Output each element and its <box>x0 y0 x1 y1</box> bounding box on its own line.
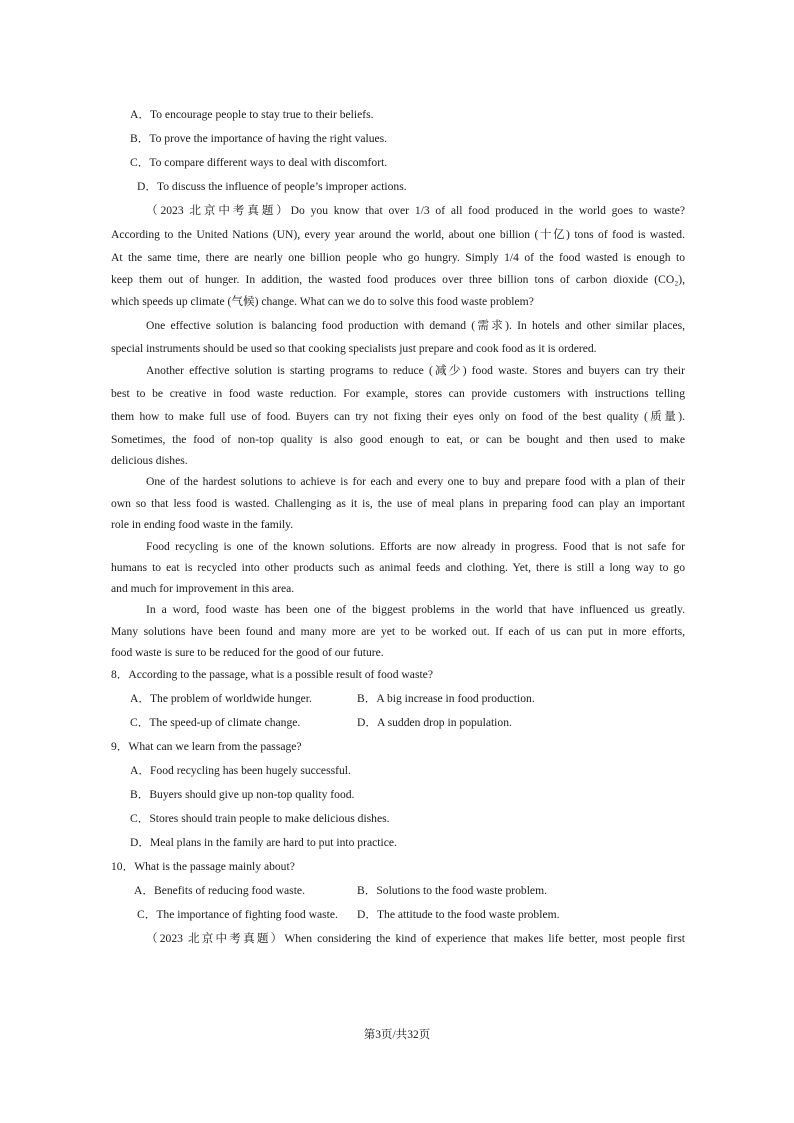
q9-option-c: C．Stores should train people to make delicious dishes. <box>130 812 390 825</box>
passage-line: One effective solution is balancing food production with demand (需求). In hotels and other similar places, <box>146 319 685 332</box>
passage-line: own so that less food is wasted. Challenging as it is, the use of meal plans in preparing food can play an important <box>111 497 685 510</box>
q8-option-b: B．A big increase in food production. <box>357 692 535 705</box>
passage-line: and much for improvement in this area. <box>111 582 295 595</box>
q10-option-d: D．The attitude to the food waste problem. <box>357 908 560 921</box>
q10-option-c: C．The importance of fighting food waste. <box>137 908 338 921</box>
page-number-footer: 第3页/共32页 <box>363 1029 431 1041</box>
passage-line: According to the United Nations (UN), every year around the world, about one billion (十亿) tons of food is wasted. <box>111 228 685 241</box>
q10-option-a: A．Benefits of reducing food waste. <box>134 884 305 897</box>
q8-option-c: C．The speed-up of climate change. <box>130 716 301 729</box>
passage-line: One of the hardest solutions to achieve is for each and every one to buy and prepare food with a plan of their <box>146 475 685 488</box>
passage-line: （2023 北京中考真题）Do you know that over 1/3 of all food produced in the world goes to waste? <box>146 204 685 217</box>
q9-option-b: B．Buyers should give up non-top quality food. <box>130 788 355 801</box>
question-8-stem: 8．According to the passage, what is a possible result of food waste? <box>111 668 433 681</box>
passage-line: Food recycling is one of the known solutions. Efforts are now already in progress. Food that is not safe for <box>146 540 685 553</box>
passage-line: them how to make full use of food. Buyers can try not fixing their eyes only on food of the best quality (质量). <box>111 410 685 423</box>
q9-option-a: A．Food recycling has been hugely successful. <box>130 764 351 777</box>
prev-option-c: C．To compare different ways to deal with discomfort. <box>130 156 388 169</box>
passage-line: At the same time, there are nearly one billion people who go hungry. Simply 1/4 of the food wasted is enough to <box>111 251 685 264</box>
q9-option-d: D．Meal plans in the family are hard to put into practice. <box>130 836 397 849</box>
prev-option-d: D．To discuss the influence of people’s improper actions. <box>137 180 407 193</box>
question-9-stem: 9．What can we learn from the passage? <box>111 740 302 753</box>
passage-line: food waste is sure to be reduced for the good of our future. <box>111 646 384 659</box>
passage-line: Many solutions have been found and many more are yet to be worked out. If each of us can put in more efforts, <box>111 625 685 638</box>
next-passage-line: （2023 北京中考真题）When considering the kind of experience that makes life better, most people first <box>146 932 685 945</box>
passage-line: role in ending food waste in the family. <box>111 518 294 531</box>
passage-line: Another effective solution is starting programs to reduce (减少) food waste. Stores and buyers can try their <box>146 364 685 377</box>
passage-line: keep them out of hunger. In addition, the wasted food produces over three billion tons of carbon dioxide (CO₂), <box>111 273 685 286</box>
prev-option-a: A．To encourage people to stay true to their beliefs. <box>130 108 374 121</box>
passage-line: best to be creative in food waste reduction. For example, stores can provide customers with instructions telling <box>111 387 685 400</box>
q8-option-d: D．A sudden drop in population. <box>357 716 512 729</box>
passage-line: In a word, food waste has been one of the biggest problems in the world that have influenced us greatly. <box>146 603 685 616</box>
passage-line: Sometimes, the food of non-top quality is also good enough to eat, or can be bought and then used to make <box>111 433 685 446</box>
prev-option-b: B．To prove the importance of having the right values. <box>130 132 388 145</box>
passage-line: delicious dishes. <box>111 454 188 467</box>
passage-line: humans to eat is recycled into other products such as animal feeds and clothing. Yet, there is still a long way to go <box>111 561 685 574</box>
question-10-stem: 10．What is the passage mainly about? <box>111 860 295 873</box>
q10-option-b: B．Solutions to the food waste problem. <box>357 884 547 897</box>
q8-option-a: A．The problem of worldwide hunger. <box>130 692 312 705</box>
passage-line: which speeds up climate (气候) change. What can we do to solve this food waste problem? <box>111 295 534 308</box>
passage-line: special instruments should be used so that cooking specialists just prepare and cook food as it is ordered. <box>111 342 597 355</box>
